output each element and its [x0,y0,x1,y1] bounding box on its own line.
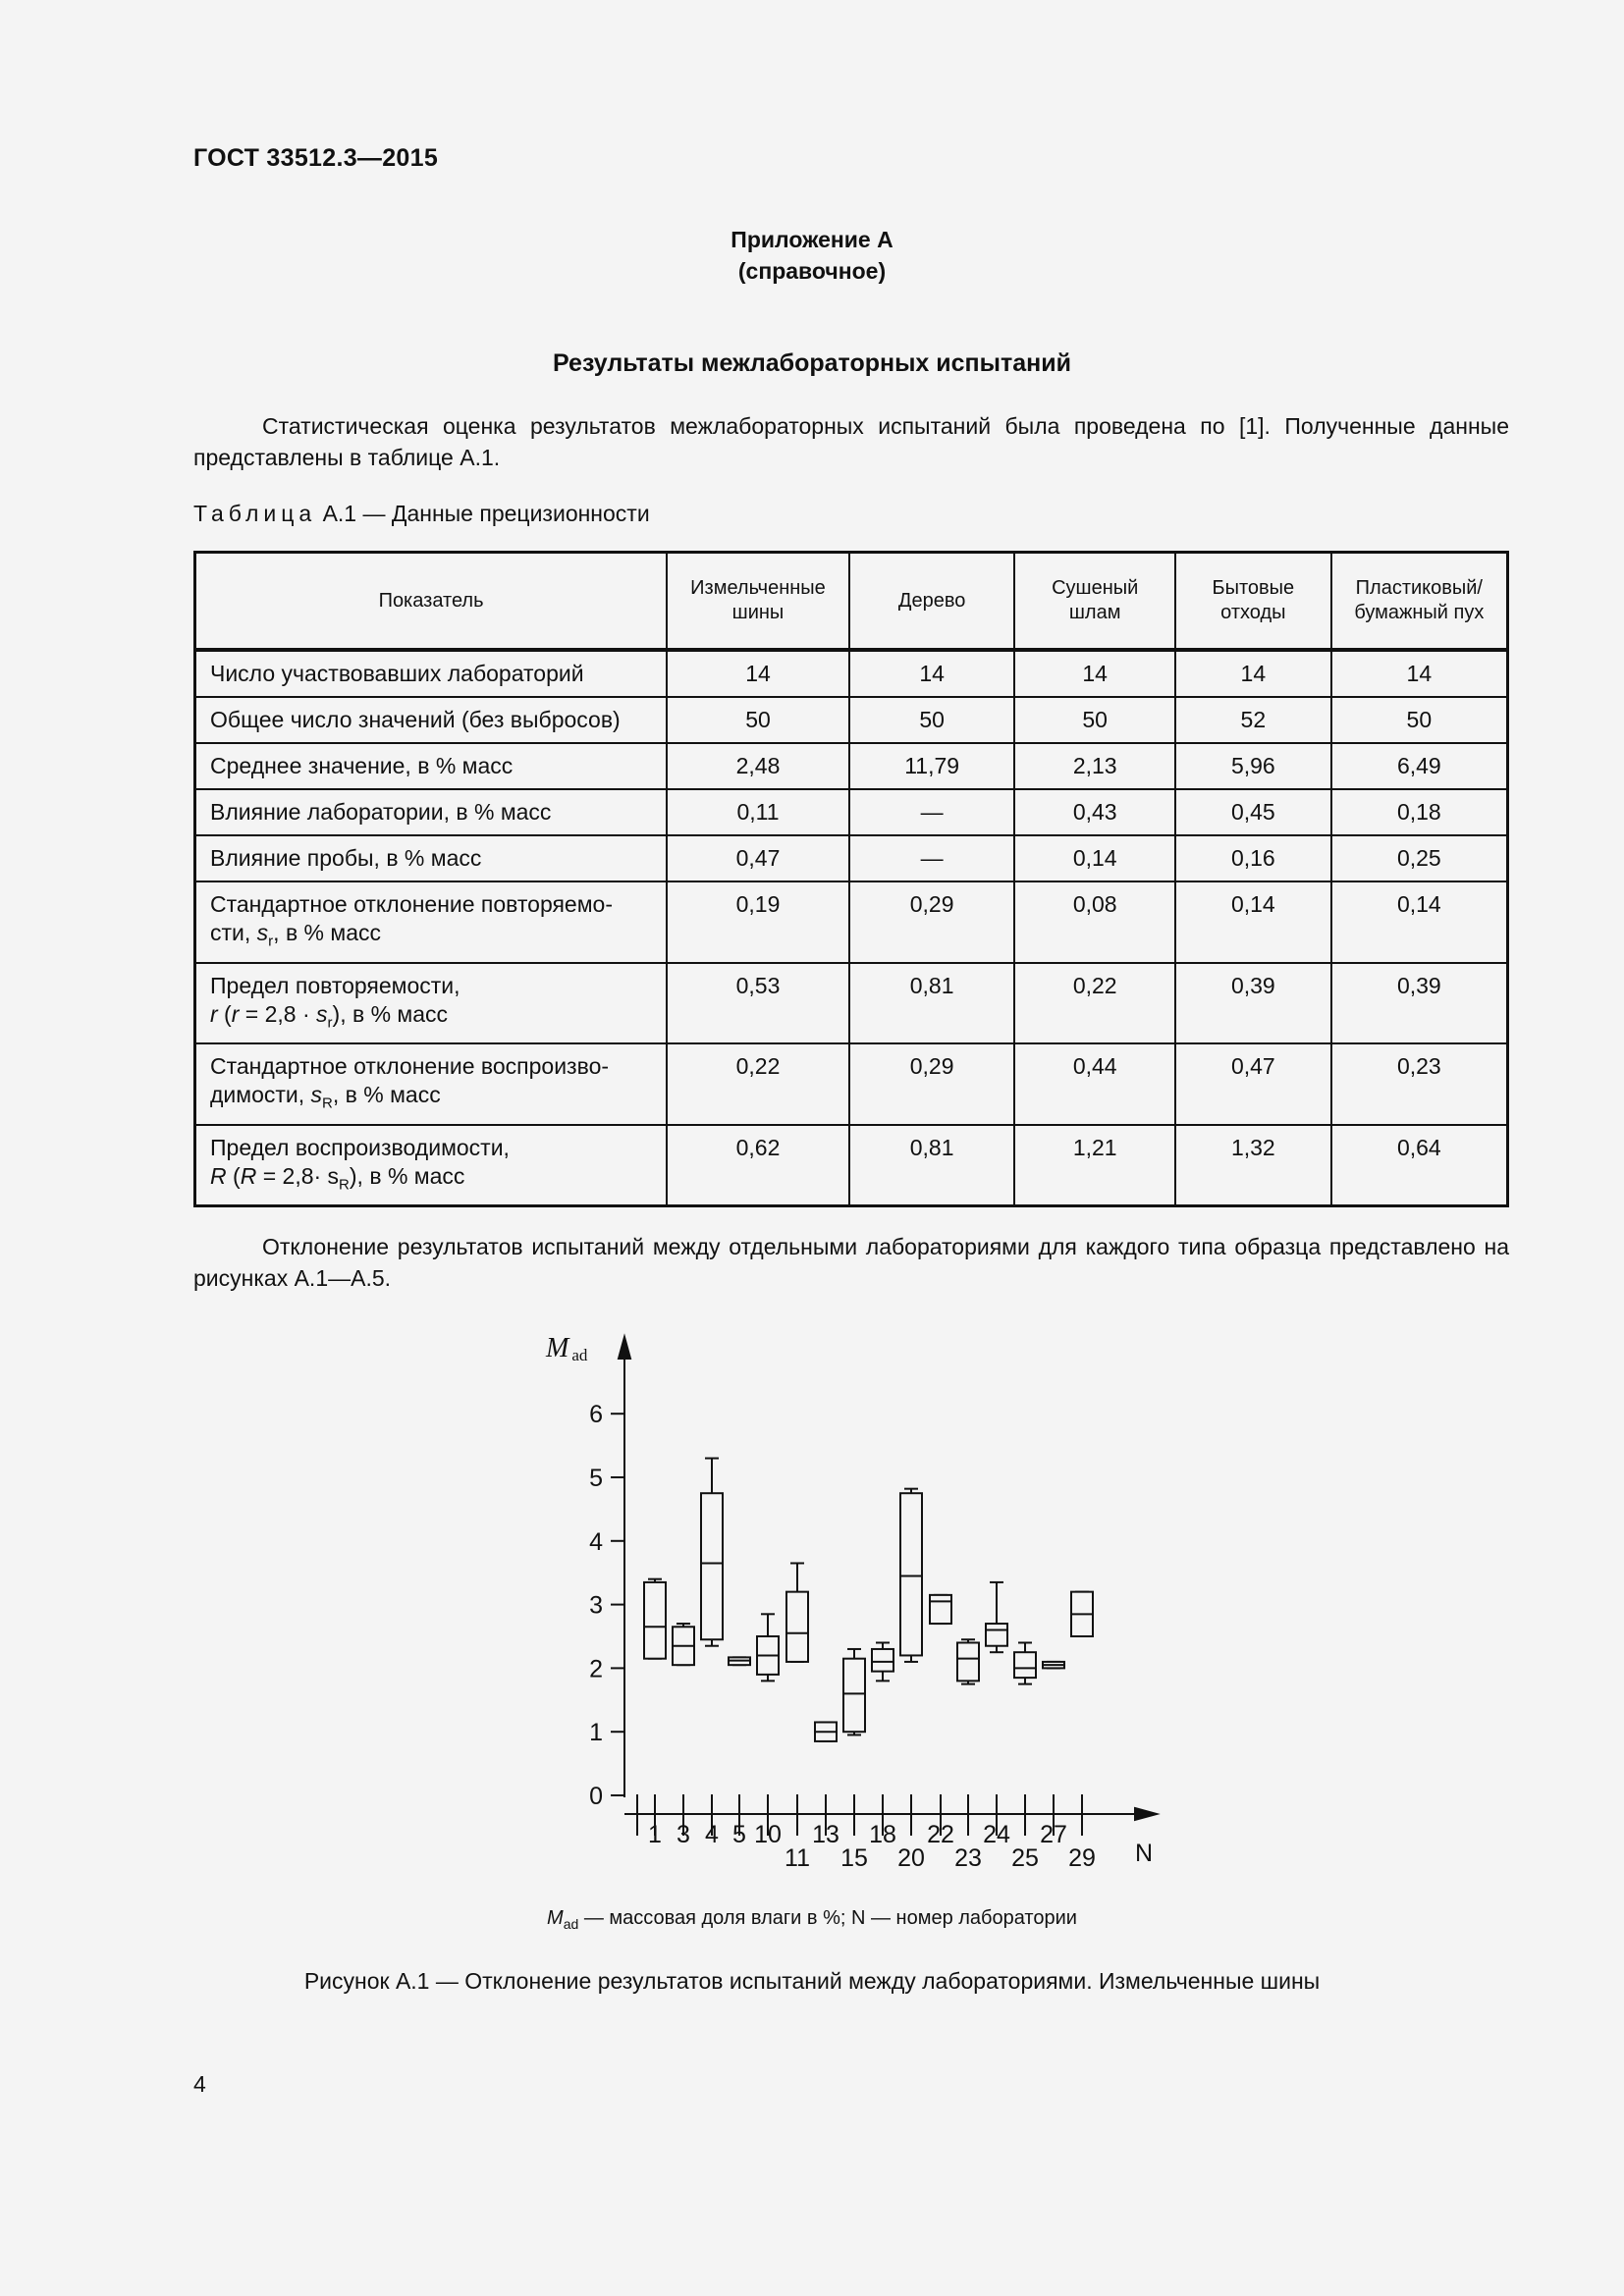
box-body [701,1493,723,1639]
table-cell: 0,08 [1014,881,1175,963]
row-label-line: Стандартное отклонение повторяемо- [210,891,613,917]
row-label-line: Стандартное отклонение воспроизво- [210,1053,610,1080]
box-lab-5 [729,1657,750,1665]
x-tick-label: 3 [677,1821,690,1848]
table-cell: 0,62 [667,1125,849,1206]
table-cell: 6,49 [1331,743,1508,789]
table-cell: 0,47 [1175,1043,1331,1125]
y-tick-label: 4 [589,1527,603,1556]
table-cell: 0,64 [1331,1125,1508,1206]
y-tick-label: 1 [589,1719,603,1747]
x-tick-label: 10 [754,1821,782,1848]
table-cell: 14 [849,650,1014,697]
box-lab-10 [757,1614,779,1681]
table-cell: 0,18 [1331,789,1508,835]
y-tick-label: 3 [589,1591,603,1620]
table-cell: 0,53 [667,963,849,1044]
figure-legend: $M_{ad}$ — массовая доля влаги в %; N — номер лаборатории [547,1907,1077,1932]
row-label: Влияние пробы, в % масс [195,835,668,881]
x-tick-label: 27 [1040,1821,1067,1848]
box-body [1014,1652,1036,1678]
x-tick-label: 23 [954,1844,982,1872]
box-lab-13 [815,1722,837,1740]
table-cell: 0,16 [1175,835,1331,881]
deviation-paragraph: Отклонение результатов испытаний между отдельными лабораториями для каждого типа образца представлено на рисунках А.1—А.5. [193,1234,1509,1291]
standard-number: ГОСТ 33512.3—2015 [193,144,439,172]
section-title: Результаты межлабораторных испытаний [552,349,1071,377]
table-cell: 0,43 [1014,789,1175,835]
table-cell: 0,19 [667,881,849,963]
row-label-line: r $(r = 2,8 \cdot s_r)$, в % масс [210,1000,449,1032]
y-axis-label: Mad [546,1333,588,1364]
table-cell: 0,25 [1331,835,1508,881]
row-label-line: R $(R = 2,8\cdot s_R)$, в % масс [210,1162,465,1194]
appendix-subtitle: (справочное) [737,258,887,284]
table-cell: 0,29 [849,881,1014,963]
y-tick-label: 0 [589,1783,603,1810]
box-lab-24 [986,1582,1007,1652]
table-cell: 50 [667,697,849,743]
box-lab-3 [673,1624,694,1665]
row-label: Среднее значение, в % масс [195,743,668,789]
box-body [986,1624,1007,1646]
table-cell: 2,48 [667,743,849,789]
x-axis-label: N [1135,1840,1154,1867]
table-cell: 0,11 [667,789,849,835]
y-tick-label: 2 [589,1655,603,1683]
box-lab-22 [930,1595,951,1624]
table-cell: 1,32 [1175,1125,1331,1206]
row-label: Число участвовавших лабораторий [195,650,668,697]
table-cell: 0,29 [849,1043,1014,1125]
y-axis-arrow [619,1337,630,1359]
table-cell: 50 [1014,697,1175,743]
table-cell: 0,14 [1331,881,1508,963]
table-cell: 14 [1175,650,1331,697]
box-lab-15 [843,1649,865,1735]
table-cell: 14 [1331,650,1508,697]
row-label-line: Предел воспроизводимости, [210,1134,510,1160]
table-cell: 0,47 [667,835,849,881]
y-tick-label: 5 [589,1465,603,1492]
table-cell: 0,39 [1175,963,1331,1044]
row-label-line: сти, $s_r$, в % масс [210,920,382,950]
page-number: 4 [193,2071,206,2097]
table-cell: 0,14 [1175,881,1331,963]
x-tick-label: 15 [840,1844,868,1872]
box-body [930,1595,951,1624]
y-tick-label: 6 [589,1401,603,1429]
box-lab-4 [701,1459,723,1646]
box-lab-29 [1071,1592,1093,1636]
box-lab-25 [1014,1642,1036,1683]
table-caption: Таблица А.1 — Данные прецизионности [193,501,650,526]
header-cell: Пластиковый/ бумажный пух [1331,553,1508,651]
x-tick-label: 25 [1011,1844,1039,1872]
table-cell: — [849,835,1014,881]
table-cell: 0,39 [1331,963,1508,1044]
box-lab-18 [872,1642,893,1681]
table-cell: 0,23 [1331,1043,1508,1125]
x-tick-label: 13 [812,1821,839,1848]
row-label: Общее число значений (без выбросов) [195,697,668,743]
table-cell: 14 [667,650,849,697]
table-cell: 0,22 [667,1043,849,1125]
box-body [900,1493,922,1655]
figure-caption: Рисунок А.1 — Отклонение результатов испытаний между лабораториями. Измельченные шины [303,1968,1321,1994]
header-cell: Сушеный шлам [1014,553,1175,651]
x-tick-label: 5 [732,1821,746,1848]
row-label-line: Предел повторяемости, [210,972,460,998]
header-cell: Дерево [849,553,1014,651]
x-tick-label: 11 [785,1844,810,1872]
table-cell: 5,96 [1175,743,1331,789]
row-label-line: димости, $s_R$, в % масс [210,1082,441,1112]
box-lab-27 [1043,1662,1064,1668]
table-cell: 1,21 [1014,1125,1175,1206]
header-cell: Показатель [195,553,668,651]
table-cell: 0,44 [1014,1043,1175,1125]
intro-paragraph: Статистическая оценка результатов межлабораторных испытаний была проведена по [1]. Полученные данные представлены в таблице А.1. [193,413,1509,470]
header-cell: Бытовые отходы [1175,553,1331,651]
box-body [872,1649,893,1672]
table-cell: 2,13 [1014,743,1175,789]
table-cell: 0,22 [1014,963,1175,1044]
x-tick-label: 1 [648,1821,662,1848]
box-lab-11 [786,1563,808,1661]
box-body [957,1642,979,1681]
appendix-title: Приложение А [731,227,893,252]
table-cell: 50 [849,697,1014,743]
box-lab-1 [644,1579,666,1659]
box-body [843,1659,865,1733]
table-cell: — [849,789,1014,835]
x-tick-label: 4 [705,1821,719,1848]
table-cell: 0,14 [1014,835,1175,881]
table-cell: 14 [1014,650,1175,697]
box-lab-20 [900,1489,922,1662]
table-cell: 11,79 [849,743,1014,789]
header-cell: Измельченные шины [667,553,849,651]
table-cell: 0,81 [849,963,1014,1044]
x-axis-arrow [1135,1808,1157,1820]
table-cell: 50 [1331,697,1508,743]
table-cell: 0,81 [849,1125,1014,1206]
row-label: Влияние лаборатории, в % масс [195,789,668,835]
x-tick-label: 29 [1068,1844,1096,1872]
x-tick-label: 22 [927,1821,954,1848]
box-body [786,1592,808,1662]
table-cell: 0,45 [1175,789,1331,835]
box-lab-23 [957,1639,979,1683]
x-tick-label: 18 [869,1821,896,1848]
x-tick-label: 24 [983,1821,1010,1848]
x-tick-label: 20 [897,1844,925,1872]
box-body [644,1582,666,1659]
table-cell: 52 [1175,697,1331,743]
